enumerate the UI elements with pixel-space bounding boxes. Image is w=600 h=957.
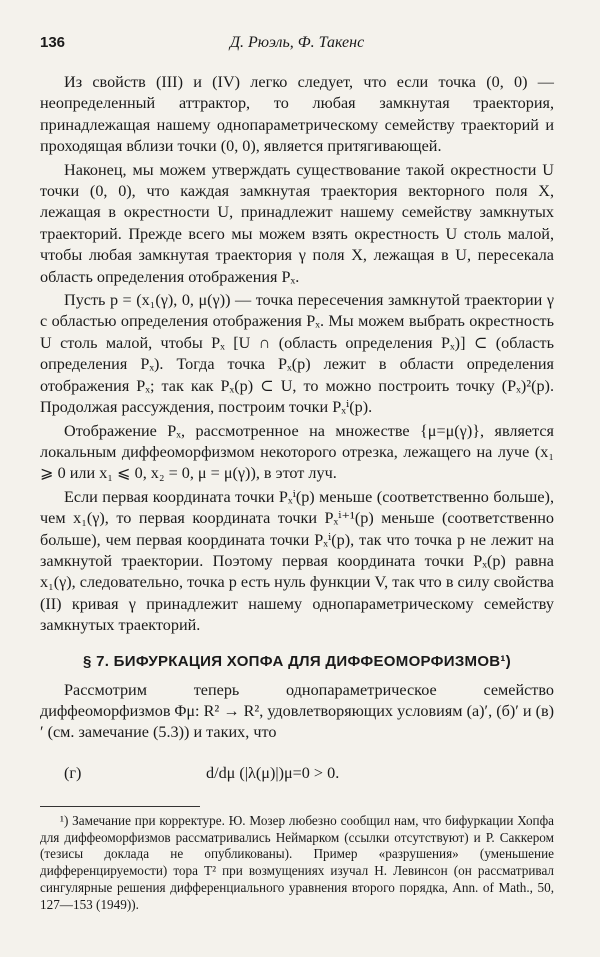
display-formula <box>40 754 554 794</box>
paragraph: Пусть p = (x₁(γ), 0, μ(γ)) — точка пересечения замкнутой траектории γ с областью определения отображения Pₓ. Мы можем выбрать окрестность U столь малой, чтобы Pₓ [U ∩ (область определения Pₓ)] ⊂ (область определения Pₓ). Тогда точка Pₓ(p) лежит в области определения отображения Pₓ; так как Pₓ(p) ⊂ U, то можно построить точку (Pₓ)²(p). Продолжая рассуждения, построим точки Pₓⁱ(p). <box>40 291 554 417</box>
page-header <box>40 34 554 56</box>
section-heading: § 7. БИФУРКАЦИЯ ХОПФА ДЛЯ ДИФФЕОМОРФИЗМОВ¹) <box>82 652 512 670</box>
formula-label: (г) <box>64 764 82 783</box>
section-paragraph: Рассмотрим теперь однопараметрическое семейство диффеоморфизмов Φμ: R² → R², удовлетворяющих условиям (а)′, (б)′ и (в)′ (см. замечание (5.3)) и таких, что <box>40 680 554 742</box>
paragraph: Отображение Pₓ, рассмотренное на множестве {μ=μ(γ)}, является локальным диффеоморфизмом некоторого отрезка, лежащего на луче (x₁ ⩾ 0 или x₁ ⩽ 0, x₂ = 0, μ = μ(γ)), в этот луч. <box>40 421 554 483</box>
paragraph: Если первая координата точки Pₓⁱ(p) меньше (соответственно больше), чем x₁(γ), то первая координата точки Pₓⁱ⁺¹(p) меньше (соответственно больше), чем первая координата точки Pₓⁱ(p), так что точка p не лежит на замкнутой траектории. Поэтому первая координата точки Pₓ(p) равна x₁(γ), следовательно, точка p есть нуль функции V, так что в силу свойства (II) кривая γ принадлежит нашему однопараметрическому семейству замкнутых траекторий. <box>40 487 554 635</box>
formula-expression: d/dμ (|λ(μ)|)μ=0 > 0. <box>206 764 340 783</box>
footnote-rule <box>40 806 200 807</box>
paragraph: Наконец, мы можем утверждать существование такой окрестности U точки (0, 0), что каждая замкнутая траектория векторного поля X, лежащая в окрестности U, принадлежит нашему семейству замкнутых траекторий. Прежде всего мы можем взять окрестность U столь малой, чтобы любая замкнутая траектория γ поля X, лежащая в U, пересекала область определения отображения Pₓ. <box>40 160 554 286</box>
page-body <box>40 72 554 914</box>
page-number: 136 <box>40 34 66 51</box>
paragraph: Из свойств (III) и (IV) легко следует, что если точка (0, 0) — неопределенный аттрактор, то любая замкнутая траектория, принадлежащая нашему однопараметрическому семейству траекторий и проходящая вблизи точки (0, 0), является притягивающей. <box>40 73 554 156</box>
running-title: Д. Рюэль, Ф. Такенс <box>229 34 365 51</box>
footnote: ¹) Замечание при корректуре. Ю. Мозер любезно сообщил нам, что бифуркации Хопфа для диффеоморфизмов рассматривались Неймарком (ссылки отсутствуют) и Р. Саккером (тезисы доклада не опубликованы). Пример «разрушения» (уменьшение дифференцируемости) тора T² при возмущениях изучал Н. Левинсон (он рассматривал сингулярные решения дифференциального уравнения второго порядка, Ann. of Math., 50, 127—153 (1949)). <box>40 812 554 912</box>
